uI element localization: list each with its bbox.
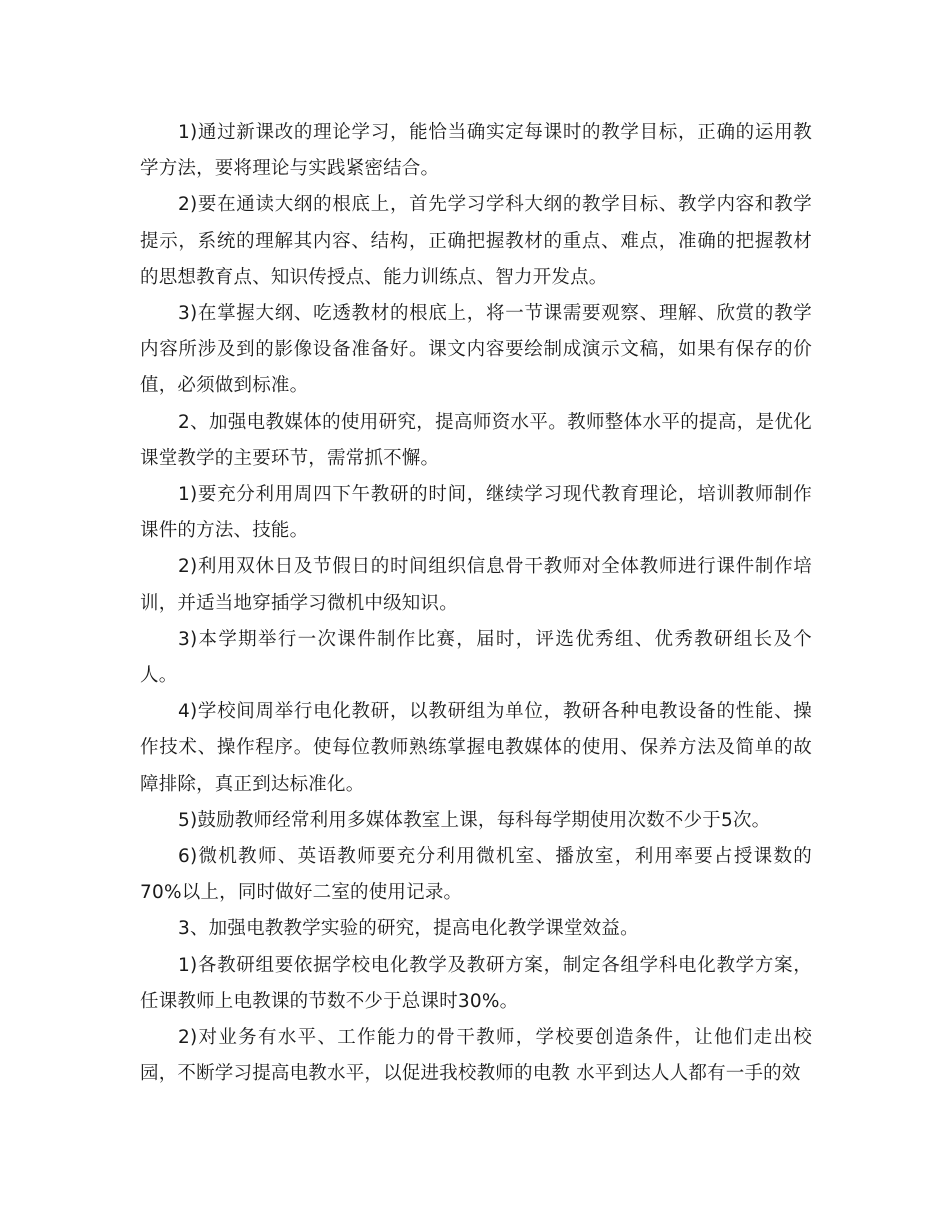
paragraph-8: 4)学校间周举行电化教研，以教研组为单位，教研各种电教设备的性能、操作技术、操作程序。使每位教师熟练掌握电教媒体的使用、保养方法及简单的故障排除，真正到达标准化。 [140,701,812,795]
paragraph-6: 2)利用双休日及节假日的时间组织信息骨干教师对全体教师进行课件制作培训，并适当地穿插学习微机中级知识。 [140,556,812,614]
paragraph-13: 2)对业务有水平、工作能力的骨干教师，学校要创造条件，让他们走出校园，不断学习提高电教水平，以促进我校教师的电教 水平到达人人都有一手的效 [140,1027,812,1085]
paragraph-10: 6)微机教师、英语教师要充分利用微机室、播放室，利用率要占授课数的70%以上，同时做好二室的使用记录。 [140,846,812,904]
document-body [140,115,812,1092]
paragraph-11: 3、加强电教教学实验的研究，提高电化教学课堂效益。 [178,918,639,940]
paragraph-12: 1)各教研组要依据学校电化教学及教研方案，制定各组学科电化教学方案，任课教师上电教课的节数不少于总课时30%。 [140,954,812,1012]
paragraph-4: 2、加强电教媒体的使用研究，提高师资水平。教师整体水平的提高，是优化课堂教学的主要环节，需常抓不懈。 [140,411,812,469]
paragraph-1: 1)通过新课改的理论学习，能恰当确实定每课时的教学目标，正确的运用教学方法，要将理论与实践紧密结合。 [140,122,812,180]
paragraph-5: 1)要充分利用周四下午教研的时间，继续学习现代教育理论，培训教师制作课件的方法、技能。 [140,484,812,542]
paragraph-2: 2)要在通读大纲的根底上，首先学习学科大纲的教学目标、教学内容和教学提示，系统的理解其内容、结构，正确把握教材的重点、难点，准确的把握教材的思想教育点、知识传授点、能力训练点、智力开发点。 [140,194,812,288]
paragraph-3: 3)在掌握大纲、吃透教材的根底上，将一节课需要观察、理解、欣赏的教学内容所涉及到的影像设备准备好。课文内容要绘制成演示文稿，如果有保存的价值，必须做到标准。 [140,303,812,397]
paragraph-7: 3)本学期举行一次课件制作比赛，届时，评选优秀组、优秀教研组长及个人。 [140,628,812,687]
paragraph-9: 5)鼓励教师经常利用多媒体教室上课，每科每学期使用次数不少于5次。 [178,809,771,831]
